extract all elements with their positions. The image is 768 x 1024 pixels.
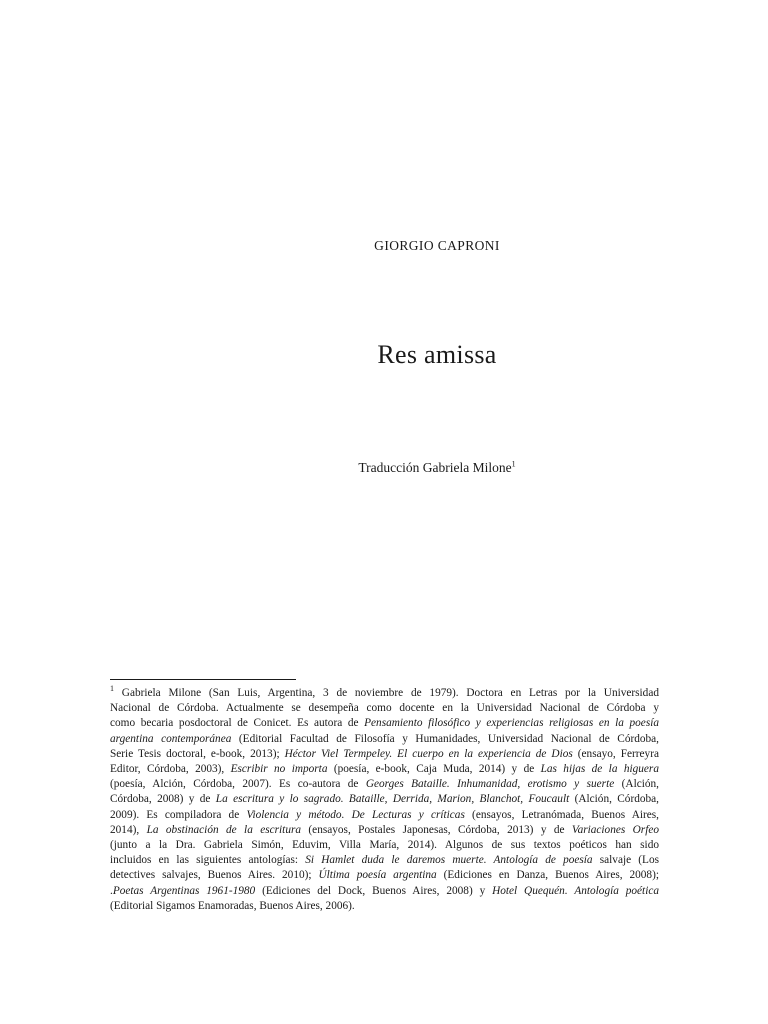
footnote-italic-text: Variaciones Orfeo (571, 823, 660, 836)
footnote-text: Nacional de Córdoba. Actualmente se desempeña como docente en la Universidad Nacional de Córdoba y (110, 702, 659, 715)
footnote-line (110, 716, 659, 731)
footnote-line (110, 701, 659, 716)
footnote-italic-text: La obstinación de la escritura (146, 823, 302, 836)
footnote-text: (poesía, Alción, Córdoba, 2007). Es co-autora de (110, 778, 366, 791)
footnote-text: (ensayos, Postales Japonesas, Córdoba, 2013) y de (301, 823, 572, 836)
footnote-text: detectives salvajes, Buenos Aires. 2010); (110, 869, 319, 882)
footnote-text: (Alción, Córdoba, (569, 793, 659, 806)
footnote-text: incluidos en las siguientes antologías: (110, 854, 306, 867)
footnote-text: (Editorial Facultad de Filosofía y Humanidades, Universidad Nacional de Córdoba, (231, 732, 660, 745)
translation-credit (0, 460, 768, 476)
footnote-line (110, 686, 659, 701)
footnote-text: Gabriela Milone (San Luis, Argentina, 3 de noviembre de 1979). Doctora en Letras por la Universidad (121, 687, 659, 699)
footnote-line (110, 868, 659, 883)
footnote-italic-text: Violencia y método. De Lecturas y críticas (246, 808, 465, 821)
footnote-text: salvaje (Los (592, 854, 659, 867)
footnote-italic-text: La escritura y lo sagrado. Bataille, Derrida, Marion, Blanchot, Foucault (215, 793, 570, 806)
footnote-text: Serie Tesis doctoral, e-book, 2013); (110, 747, 285, 760)
footnote-italic-text: Héctor Viel Termpeley. El cuerpo en la experiencia de Dios (284, 747, 573, 760)
footnote-text: 2009). Es compiladora de (110, 808, 247, 821)
footnote-text: . (110, 884, 113, 897)
footnote-reference[interactable]: 1 (511, 459, 516, 469)
footnote-italic-text: Escribir no importa (230, 763, 328, 776)
footnote (110, 686, 659, 914)
footnote-text: (ensayos, Letranómada, Buenos Aires, (464, 808, 659, 821)
footnote-mark: 1 (110, 684, 114, 694)
footnote-italic-text: Poetas Argentinas 1961-1980 (112, 884, 256, 897)
footnote-text: (Editorial Sigamos Enamoradas, Buenos Aires, 2006). (110, 899, 355, 912)
footnote-text: (poesía, e-book, Caja Muda, 2014) y de (327, 763, 541, 776)
footnote-text: Córdoba, 2008) y de (110, 793, 216, 806)
footnote-italic-text: Pensamiento filosófico y experiencias religiosas en la poesía (364, 717, 659, 730)
footnote-line (110, 777, 659, 792)
footnote-line (110, 838, 659, 853)
footnote-italic-text: Última poesía argentina (318, 869, 437, 882)
footnote-text: como becaria posdoctoral de Conicet. Es autora de (110, 717, 365, 730)
footnote-line (110, 762, 659, 777)
footnote-line (110, 747, 659, 762)
footnote-divider (110, 679, 296, 680)
footnote-text: Editor, Córdoba, 2003), (110, 763, 231, 776)
footnote-line (110, 823, 659, 838)
footnote-line (110, 732, 659, 747)
footnote-text: 2014), (110, 823, 147, 836)
footnote-line (110, 884, 659, 899)
author-name: GIORGIO CAPRONI (374, 238, 500, 253)
footnote-italic-text: Hotel Quequén. Antología poética (492, 884, 659, 897)
footnote-text: (Ediciones en Danza, Buenos Aires, 2008); (436, 869, 659, 882)
footnote-italic-text: Las hijas de la higuera (540, 763, 659, 776)
footnote-text: (Alción, (614, 778, 659, 791)
footnote-italic-text: argentina contemporánea (110, 732, 232, 745)
poem-title: Res amissa (377, 340, 497, 369)
footnote-line (110, 792, 659, 807)
footnote-line (110, 853, 659, 868)
footnote-text: (Ediciones del Dock, Buenos Aires, 2008) y (255, 884, 493, 897)
footnote-italic-text: Si Hamlet duda le daremos muerte. Antología de poesía (305, 854, 593, 867)
footnote-line (110, 899, 659, 914)
footnote-italic-text: Georges Bataille. Inhumanidad, erotismo y suerte (365, 778, 615, 791)
footnote-text: (ensayo, Ferreyra (572, 747, 659, 760)
footnote-line (110, 808, 659, 823)
footnote-text: (junto a la Dra. Gabriela Simón, Eduvim, Villa María, 2014). Algunos de sus textos poéticos han sido (110, 839, 659, 852)
translator-text: Traducción Gabriela Milone (358, 460, 512, 475)
